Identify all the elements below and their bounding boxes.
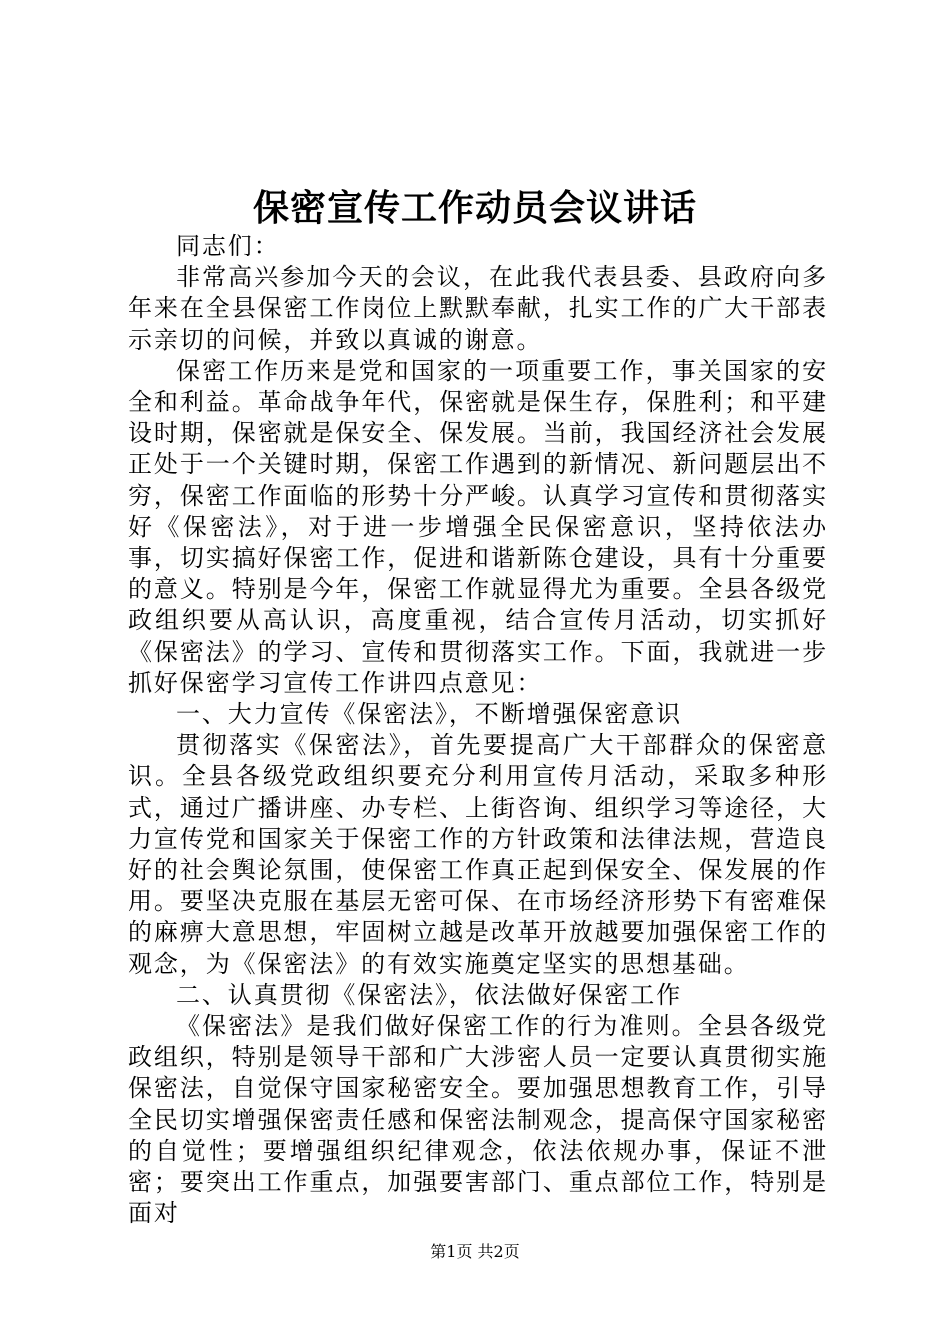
section-heading-1: 一、大力宣传《保密法》，不断增强保密意识 [176,700,682,729]
opening-paragraph: 非常高兴参加今天的会议，在此我代表县委、县政府向多年来在全县保密工作岗位上默默奉献，扎实工作的广大干部表示亲切的问候，并致以真诚的谢意。 [128,263,828,354]
section-heading-2: 二、认真贯彻《保密法》，依法做好保密工作 [176,980,682,1009]
page-number-footer: 第1页 共2页 [430,1242,520,1261]
document-body [128,231,828,1230]
section-paragraph-2: 《保密法》是我们做好保密工作的行为准则。全县各级党政组织，特别是领导干部和广大涉密人员一定要认真贯彻实施保密法，自觉保守国家秘密安全。要加强思想教育工作，引导全民切实增强保密责任感和保密法制观念，提高保守国家秘密的自觉性；要增强组织纪律观念，依法依规办事，保证不泄密；要突出工作重点，加强要害部门、重点部位工作，特别是面对 [128,1012,828,1228]
salutation-paragraph: 同志们： [176,232,280,260]
background-paragraph: 保密工作历来是党和国家的一项重要工作，事关国家的安全和利益。革命战争年代，保密就是保生存，保胜利；和平建设时期，保密就是保安全、保发展。当前，我国经济社会发展正处于一个关键时期，保密工作遇到的新情况、新问题层出不穷，保密工作面临的形势十分严峻。认真学习宣传和贯彻落实好《保密法》，对于进一步增强全民保密意识，坚持依法办事，切实搞好保密工作，促进和谐新陈仓建设，具有十分重要的意义。特别是今年，保密工作就显得尤为重要。全县各级党政组织要从高认识，高度重视，结合宣传月活动，切实抓好《保密法》的学习、宣传和贯彻落实工作。下面，我就进一步抓好保密学习宣传工作讲四点意见： [128,356,828,697]
document-title: 保密宣传工作动员会议讲话 [252,187,697,229]
section-paragraph-1: 贯彻落实《保密法》，首先要提高广大干部群众的保密意识。全县各级党政组织要充分利用宣传月活动，采取多种形式，通过广播讲座、办专栏、上街咨询、组织学习等途径，大力宣传党和国家关于保密工作的方针政策和法律法规，营造良好的社会舆论氛围，使保密工作真正起到保安全、保发展的作用。要坚决克服在基层无密可保、在市场经济形势下有密难保的麻痹大意思想，牢固树立越是改革开放越要加强保密工作的观念，为《保密法》的有效实施奠定坚实的思想基础。 [128,731,828,978]
